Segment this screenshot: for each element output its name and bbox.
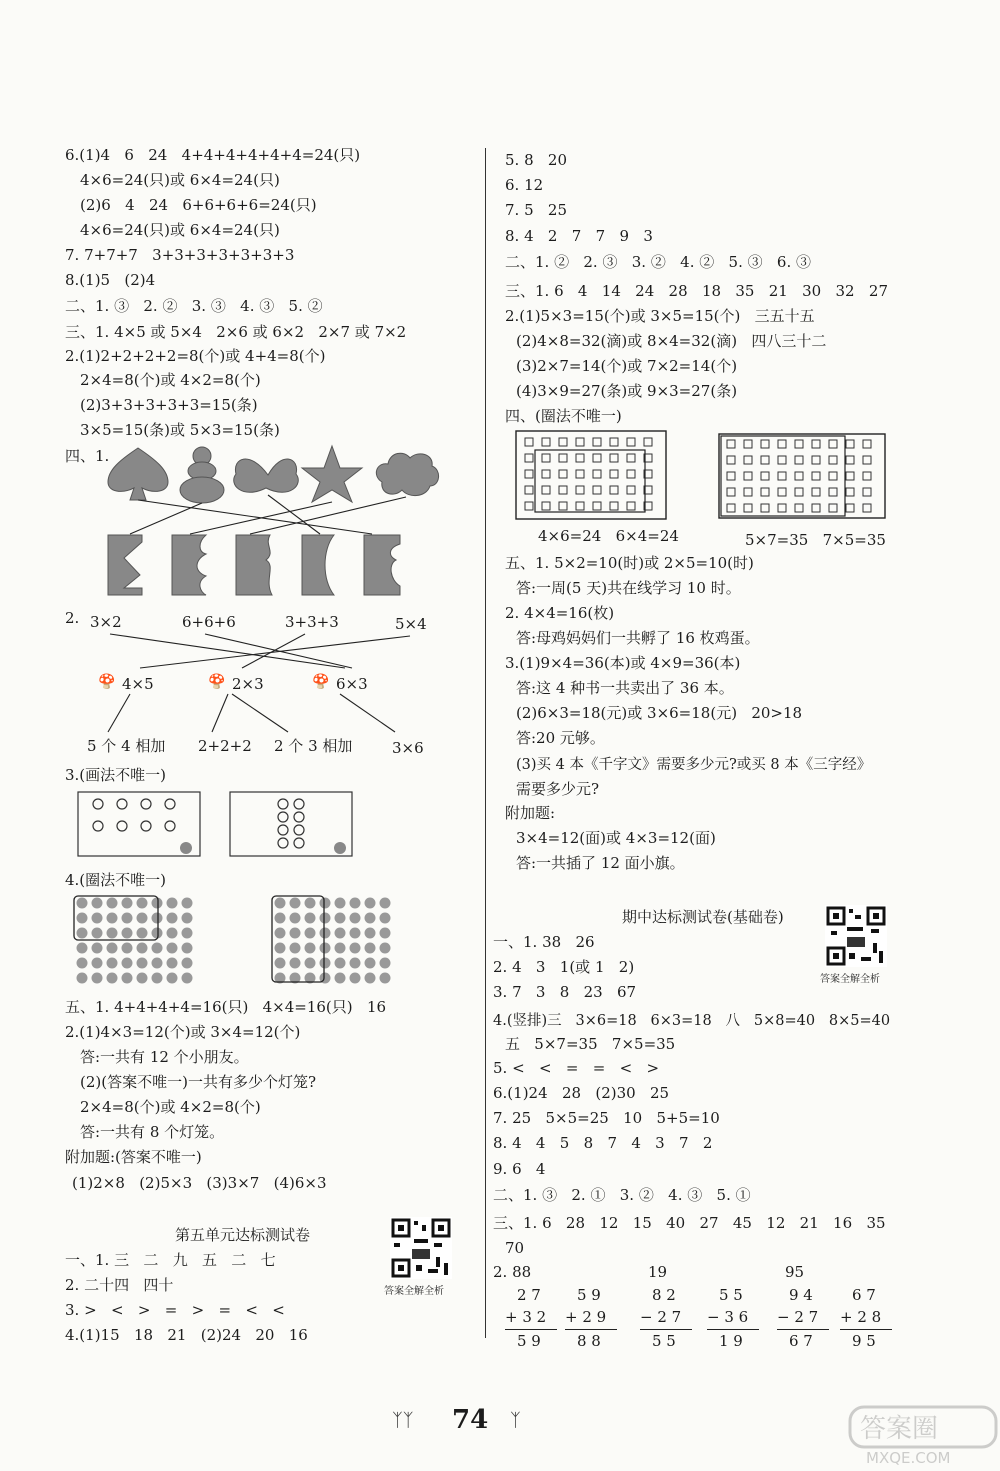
answer-line: 答:20 元够。 <box>516 729 605 747</box>
answer-line: (3)买 4 本《千字文》需要多少元?或买 8 本《三字经》 <box>516 757 872 773</box>
grid-cell <box>610 470 618 478</box>
grid-cell <box>542 470 550 478</box>
dot <box>320 958 331 969</box>
qr-code-icon <box>390 1217 452 1279</box>
answer-line: 二、1. ② 2. ③ 3. ② 4. ② 5. ③ 6. ③ <box>505 253 811 271</box>
grid-cell <box>525 438 533 446</box>
answer-line: 2. 4 3 1(或 1 2) <box>493 958 635 976</box>
grid-cell <box>812 456 820 464</box>
dot <box>152 943 163 954</box>
answer-line: (3)2×7=14(个)或 7×2=14(个) <box>516 357 738 375</box>
dot <box>350 943 361 954</box>
answer-line: 二、1. ③ 2. ① 3. ② 4. ③ 5. ① <box>493 1186 751 1204</box>
grid-cell <box>542 486 550 494</box>
expression: 4×5 <box>122 675 154 693</box>
dot <box>305 943 316 954</box>
dot <box>77 928 88 939</box>
grid-cell <box>610 438 618 446</box>
grid-cell <box>576 502 584 510</box>
dot <box>290 943 301 954</box>
grid-cell <box>559 470 567 478</box>
dot-grouping-figure <box>72 895 452 985</box>
circle-drawing-figure <box>76 790 366 860</box>
dot <box>335 928 346 939</box>
grid-cell <box>863 488 871 496</box>
dot <box>350 898 361 909</box>
vertical-calc-top: 5 9 <box>577 1286 601 1304</box>
dot <box>305 913 316 924</box>
page-number: 74 <box>452 1405 489 1435</box>
answer-line: 二、1. ③ 2. ② 3. ③ 4. ③ 5. ② <box>65 297 323 315</box>
answer-line: 6. 12 <box>505 176 544 194</box>
answer-line: 5. 8 20 <box>505 151 568 169</box>
grid-cell <box>846 440 854 448</box>
dot <box>122 958 133 969</box>
vertical-calc-res: 5 9 <box>517 1332 541 1350</box>
grid-cell <box>525 502 533 510</box>
grid-cell <box>610 502 618 510</box>
answer-line: 答:这 4 种书一共卖出了 36 本。 <box>516 679 734 697</box>
answer-line: 9. 6 4 <box>493 1160 546 1178</box>
grid-cell <box>559 502 567 510</box>
dot <box>380 898 391 909</box>
dot <box>167 973 178 984</box>
grid-cell <box>593 502 601 510</box>
answer-line: 附加题: <box>505 804 556 822</box>
expression: 2+2+2 <box>198 737 252 755</box>
vertical-calc-carry: 19 <box>648 1263 668 1281</box>
dot <box>365 943 376 954</box>
vertical-calc-res: 8 8 <box>577 1332 601 1350</box>
grid-cell <box>542 454 550 462</box>
watermark-logo <box>848 1405 998 1467</box>
dot <box>122 973 133 984</box>
grid-cell <box>627 454 635 462</box>
grid-cell <box>829 440 837 448</box>
grid-cell <box>576 454 584 462</box>
dot <box>122 898 133 909</box>
grid-cell <box>761 456 769 464</box>
dot <box>167 928 178 939</box>
grid-cell <box>525 454 533 462</box>
answer-line: 3×4=12(面)或 4×3=12(面) <box>516 829 716 847</box>
dot <box>350 928 361 939</box>
vertical-calc-op: + 3 2 <box>505 1308 547 1326</box>
grid-cell <box>593 486 601 494</box>
vertical-calc-op: − 2 7 <box>640 1308 682 1326</box>
answer-line: 3. > < > = > = < < <box>65 1301 285 1319</box>
grid-cell <box>727 456 735 464</box>
dot <box>77 913 88 924</box>
grid-cell <box>744 456 752 464</box>
dot <box>137 928 148 939</box>
dot <box>107 958 118 969</box>
answer-line: 2×4=8(个)或 4×2=8(个) <box>80 1098 261 1116</box>
qr-caption: 答案全解全析 <box>820 974 880 985</box>
dot <box>152 973 163 984</box>
expression: 5 个 4 相加 <box>87 737 166 755</box>
vertical-calc-op: − 3 6 <box>707 1308 749 1326</box>
answer-line: 8. 4 2 7 7 9 3 <box>505 227 653 245</box>
grid-cell <box>795 488 803 496</box>
grid-cell <box>812 488 820 496</box>
grid-cell <box>576 438 584 446</box>
dot <box>167 943 178 954</box>
answer-line: 8.(1)5 (2)4 <box>65 271 156 289</box>
vertical-calc-op: + 2 8 <box>840 1308 882 1326</box>
dot <box>365 898 376 909</box>
dot <box>320 913 331 924</box>
expression: 3×2 <box>90 613 122 631</box>
dot <box>92 928 103 939</box>
question-label: 3.(画法不唯一) <box>65 766 167 784</box>
mushroom-icon: 🍄 <box>208 674 226 690</box>
question-label: 2. <box>65 609 80 627</box>
vertical-calc-rule <box>777 1329 829 1330</box>
grid-cell <box>778 488 786 496</box>
grid-cell <box>829 472 837 480</box>
grid-cell <box>559 438 567 446</box>
answer-line: 一、1. 三 二 九 五 二 七 <box>65 1251 276 1269</box>
grid-cell <box>761 472 769 480</box>
answer-line: 答:一周(5 天)共在线学习 10 时。 <box>516 579 741 597</box>
dot <box>152 928 163 939</box>
dot <box>275 943 286 954</box>
dot <box>182 898 193 909</box>
dot <box>320 898 331 909</box>
answer-line: 四、(圈法不唯一) <box>505 407 622 425</box>
grid-cell <box>846 456 854 464</box>
grid-cell <box>744 488 752 496</box>
grid-cell <box>778 472 786 480</box>
dot <box>107 913 118 924</box>
answer-line: 2. 二十四 四十 <box>65 1276 174 1294</box>
grid-cell <box>863 504 871 512</box>
vertical-calc-res: 1 9 <box>719 1332 743 1350</box>
dot <box>305 958 316 969</box>
grid-cell <box>593 454 601 462</box>
grid-cell <box>593 438 601 446</box>
vertical-calc-top: 5 5 <box>719 1286 743 1304</box>
answer-line: 三、1. 6 28 12 15 40 27 45 12 21 16 35 <box>493 1214 886 1232</box>
dot <box>305 898 316 909</box>
mushroom-icon: 🍄 <box>312 674 330 690</box>
grid-cell <box>778 456 786 464</box>
vertical-calc-top: 9 4 <box>789 1286 813 1304</box>
qr-code-icon <box>825 905 887 967</box>
dot <box>107 973 118 984</box>
vertical-calc-res: 5 5 <box>652 1332 676 1350</box>
grid-cell <box>576 470 584 478</box>
grid-cell <box>778 440 786 448</box>
svg-text:答案圈: 答案圈 <box>860 1414 939 1444</box>
grid-cell <box>542 502 550 510</box>
dot <box>320 928 331 939</box>
dot <box>122 928 133 939</box>
vertical-calc-carry: 95 <box>785 1263 805 1281</box>
vertical-calc-rule <box>707 1329 759 1330</box>
grid-cell <box>778 504 786 512</box>
grid-cell <box>627 438 635 446</box>
answer-line: (2)6×3=18(元)或 3×6=18(元) 20>18 <box>516 704 803 722</box>
vertical-calc-top: 2 7 <box>517 1286 541 1304</box>
expression: 3+3+3 <box>285 613 339 631</box>
answer-line: 一、1. 38 26 <box>493 933 595 951</box>
dot <box>380 913 391 924</box>
answer-line: 5. < < = = < > <box>493 1059 660 1077</box>
grid-cell <box>610 454 618 462</box>
grid-cell <box>846 504 854 512</box>
answer-line: 答:一共插了 12 面小旗。 <box>516 854 685 872</box>
grid-caption: 4×6=24 6×4=24 <box>538 527 679 545</box>
mushroom-icon: 🍄 <box>98 674 116 690</box>
dot <box>182 958 193 969</box>
vertical-calc-rule <box>505 1329 557 1330</box>
expression: 5×4 <box>395 615 427 633</box>
grid-cell <box>727 472 735 480</box>
dot <box>137 898 148 909</box>
answer-line: 答:一共有 8 个灯笼。 <box>80 1123 225 1141</box>
grid-cell <box>829 456 837 464</box>
dot <box>137 943 148 954</box>
answer-line: 4×6=24(只)或 6×4=24(只) <box>80 171 280 189</box>
dot <box>305 928 316 939</box>
dot <box>152 958 163 969</box>
dot <box>350 973 361 984</box>
dot <box>182 943 193 954</box>
answer-line: 2×4=8(个)或 4×2=8(个) <box>80 371 261 389</box>
answer-line: 4×6=24(只)或 6×4=24(只) <box>80 221 280 239</box>
grid-cell <box>525 470 533 478</box>
dot <box>365 913 376 924</box>
answer-line: 2.(1)2+2+2+2=8(个)或 4+4=8(个) <box>65 347 326 365</box>
dot <box>335 943 346 954</box>
grid-cell <box>727 504 735 512</box>
vertical-calc-rule <box>565 1329 617 1330</box>
grid-cell <box>761 488 769 496</box>
dot <box>182 928 193 939</box>
answer-line: 4.(1)15 18 21 (2)24 20 16 <box>65 1326 308 1344</box>
grid-cell <box>644 438 652 446</box>
grid-cell <box>744 472 752 480</box>
answer-line: 6.(1)24 28 (2)30 25 <box>493 1084 670 1102</box>
answer-line: (4)3×9=27(条)或 9×3=27(条) <box>516 382 738 400</box>
grid-cell <box>812 504 820 512</box>
dot <box>365 958 376 969</box>
grid-cell <box>559 486 567 494</box>
grid-cell <box>761 504 769 512</box>
grid-cell <box>795 456 803 464</box>
dot <box>335 973 346 984</box>
dot <box>152 913 163 924</box>
vertical-calc-rule <box>840 1329 892 1330</box>
dot <box>290 958 301 969</box>
vertical-calc-op: + 2 9 <box>565 1308 607 1326</box>
answer-line: (2)(答案不唯一)一共有多少个灯笼? <box>80 1073 316 1091</box>
dot <box>380 973 391 984</box>
dot <box>77 898 88 909</box>
dot <box>182 973 193 984</box>
grouping-grids-figure <box>515 430 890 522</box>
grid-frame <box>535 450 645 512</box>
dot <box>152 898 163 909</box>
grid-cell <box>795 440 803 448</box>
dot <box>380 958 391 969</box>
dot <box>380 943 391 954</box>
sprout-decoration-icon: ᛉᛉ <box>392 1410 414 1431</box>
grid-cell <box>559 454 567 462</box>
dot <box>167 958 178 969</box>
vertical-calc-op: − 2 7 <box>777 1308 819 1326</box>
dot <box>335 913 346 924</box>
answer-line: 8. 4 4 5 8 7 4 3 7 2 <box>493 1134 713 1152</box>
dot <box>92 958 103 969</box>
dot <box>92 943 103 954</box>
answer-line: 五、1. 5×2=10(时)或 2×5=10(时) <box>505 554 754 572</box>
circled-group <box>272 896 324 982</box>
grid-cell <box>829 488 837 496</box>
grid-cell <box>812 440 820 448</box>
dot <box>92 973 103 984</box>
dot <box>137 958 148 969</box>
expression: 6×3 <box>336 675 368 693</box>
answer-line: 五、1. 4+4+4+4=16(只) 4×4=16(只) 16 <box>65 998 387 1016</box>
dot <box>275 898 286 909</box>
svg-text:MXQE.COM: MXQE.COM <box>866 1449 951 1467</box>
dot <box>77 973 88 984</box>
grid-cell <box>795 504 803 512</box>
answer-line: 三、1. 6 4 14 24 28 18 35 21 30 32 27 <box>505 282 888 300</box>
dot <box>77 958 88 969</box>
expression-matching-lines <box>0 0 500 800</box>
section-title: 期中达标测试卷(基础卷) <box>622 908 784 926</box>
dot <box>275 913 286 924</box>
dot <box>275 928 286 939</box>
grid-cell <box>627 502 635 510</box>
answer-line: 7. 25 5×5=25 10 5+5=10 <box>493 1109 720 1127</box>
question-label: 4.(圈法不唯一) <box>65 871 167 889</box>
answer-line: 五 5×7=35 7×5=35 <box>505 1035 676 1053</box>
grid-cell <box>593 470 601 478</box>
dot <box>107 928 118 939</box>
dot <box>290 898 301 909</box>
answer-line: (2)3+3+3+3+3=15(条) <box>80 396 258 414</box>
qr-caption: 答案全解全析 <box>384 1286 444 1297</box>
dot <box>92 898 103 909</box>
answer-line: 2. 88 <box>493 1263 532 1281</box>
answer-line: 2.(1)4×3=12(个)或 3×4=12(个) <box>65 1023 301 1041</box>
vertical-calc-res: 9 5 <box>852 1332 876 1350</box>
dot <box>335 898 346 909</box>
dot <box>122 943 133 954</box>
answer-line: 4.(竖排)三 3×6=18 6×3=18 八 5×8=40 8×5=40 <box>493 1013 891 1029</box>
grid-cell <box>863 440 871 448</box>
vertical-calc-top: 8 2 <box>652 1286 676 1304</box>
grid-cell <box>812 472 820 480</box>
answer-line: 3. 7 3 8 23 67 <box>493 983 637 1001</box>
answer-line: 需要多少元? <box>516 780 600 798</box>
grid-cell <box>846 488 854 496</box>
dot <box>167 913 178 924</box>
dot <box>290 913 301 924</box>
answer-line: 2.(1)5×3=15(个)或 3×5=15(个) 三五十五 <box>505 307 815 325</box>
dot <box>182 913 193 924</box>
dot <box>350 913 361 924</box>
answer-line: 答:母鸡妈妈们一共孵了 16 枚鸡蛋。 <box>516 629 760 647</box>
section-title: 第五单元达标测试卷 <box>175 1226 311 1244</box>
answer-line: 3×5=15(条)或 5×3=15(条) <box>80 421 280 439</box>
answer-line: 答:一共有 12 个小朋友。 <box>80 1048 249 1066</box>
dot <box>365 928 376 939</box>
expression: 3×6 <box>392 739 424 757</box>
expression: 6+6+6 <box>182 613 236 631</box>
answer-line: 3.(1)9×4=36(本)或 4×9=36(本) <box>505 654 741 672</box>
grid-cell <box>627 486 635 494</box>
dot <box>320 943 331 954</box>
grid-cell <box>576 486 584 494</box>
dot <box>365 973 376 984</box>
sprout-decoration-icon: ᛉ <box>510 1410 521 1431</box>
answer-line: 三、1. 4×5 或 5×4 2×6 或 6×2 2×7 或 7×2 <box>65 323 407 341</box>
dot <box>167 898 178 909</box>
answer-line: 7. 5 25 <box>505 201 568 219</box>
dot <box>107 943 118 954</box>
question-label: 四、1. <box>65 447 110 465</box>
dot <box>335 958 346 969</box>
answer-line: 附加题:(答案不唯一) <box>65 1148 202 1166</box>
grid-caption: 5×7=35 7×5=35 <box>745 531 886 549</box>
dot <box>137 973 148 984</box>
dot <box>137 913 148 924</box>
dot <box>107 898 118 909</box>
answer-line: (2)4×8=32(滴)或 8×4=32(滴) 四八三十二 <box>516 332 827 350</box>
grid-cell <box>863 472 871 480</box>
grid-cell <box>627 470 635 478</box>
answer-line: 70 <box>505 1239 525 1257</box>
dot <box>77 943 88 954</box>
dot <box>122 913 133 924</box>
answer-line: (2)6 4 24 6+6+6+6=24(只) <box>80 196 317 214</box>
dot <box>92 913 103 924</box>
answer-line: 2. 4×4=16(枚) <box>505 604 615 622</box>
grid-cell <box>525 486 533 494</box>
answer-line: (1)2×8 (2)5×3 (3)3×7 (4)6×3 <box>72 1174 327 1192</box>
grid-cell <box>795 472 803 480</box>
answer-line: 7. 7+7+7 3+3+3+3+3+3+3 <box>65 246 295 264</box>
grid-cell <box>610 486 618 494</box>
dot <box>290 928 301 939</box>
grid-cell <box>727 440 735 448</box>
grid-cell <box>846 472 854 480</box>
grid-cell <box>727 488 735 496</box>
grid-cell <box>744 504 752 512</box>
vertical-calc-rule <box>640 1329 692 1330</box>
expression: 2 个 3 相加 <box>274 737 353 755</box>
answer-line: 6.(1)4 6 24 4+4+4+4+4+4=24(只) <box>65 146 361 164</box>
grid-cell <box>863 456 871 464</box>
dot <box>275 958 286 969</box>
vertical-calc-res: 6 7 <box>789 1332 813 1350</box>
vertical-calc-top: 6 7 <box>852 1286 876 1304</box>
dot <box>380 928 391 939</box>
grid-cell <box>542 438 550 446</box>
grid-cell <box>829 504 837 512</box>
grid-cell <box>761 440 769 448</box>
dot <box>350 958 361 969</box>
expression: 2×3 <box>232 675 264 693</box>
grid-cell <box>744 440 752 448</box>
